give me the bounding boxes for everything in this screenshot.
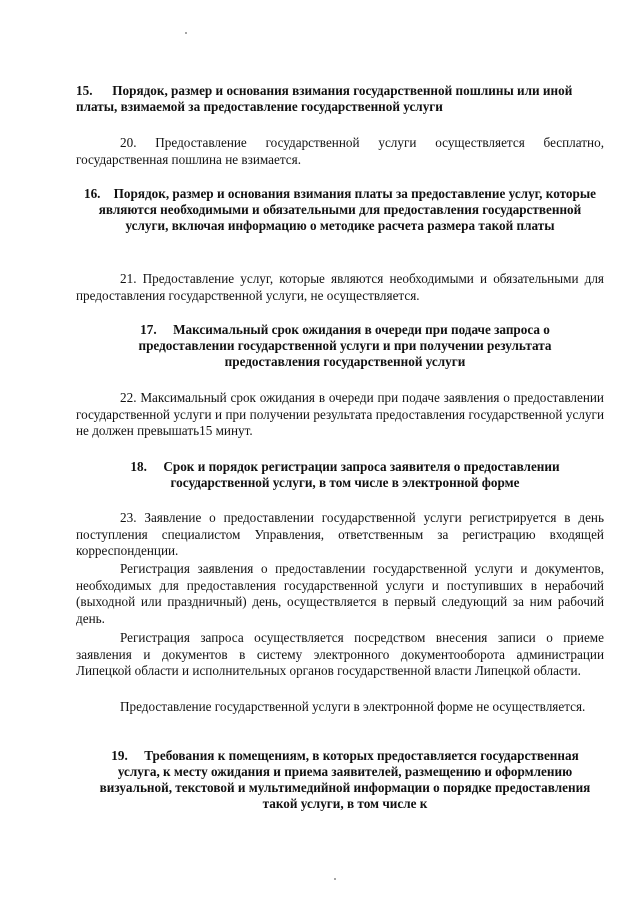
section-18-title: Срок и порядок регистрации запроса заявителя о предоставлении государственной услуги, в том числе в электронной форме — [163, 459, 560, 490]
section-19-title: Требования к помещениям, в которых предоставляется государственная услуга, к месту ожидания и приема заявителей, размещению и оформлению визуальной, текстовой и мультимедийной информации о порядке предоставления такой услуги, в том числе к — [99, 748, 591, 811]
section-16-number: 16. — [83, 186, 101, 201]
section-17-heading — [96, 322, 594, 370]
section-17-title: Максимальный срок ожидания в очереди при подаче запроса о предоставлении государственной услуги и при получении результата предоставления государственной услуги — [138, 322, 552, 369]
section-15-title: Порядок, размер и основания взимания государственной пошлины или иной платы, взимаемой за предоставление государственной услуги — [76, 83, 573, 114]
section-18-heading — [96, 459, 594, 491]
section-19-heading — [96, 748, 594, 812]
section-17-paragraph-1: 22. Максимальный срок ожидания в очереди при подаче заявления о предоставлении государственной услуги и при получении результата предоставления государственной услуги не должен превышать15 минут. — [76, 390, 604, 439]
section-18-number: 18. — [130, 459, 147, 474]
scan-speck — [334, 878, 336, 880]
section-15-number: 15. — [76, 83, 93, 98]
section-18-paragraph-1: 23. Заявление о предоставлении государственной услуги регистрируется в день поступления специалистом Управления, ответственным за регистрацию входящей корреспонденции. — [76, 510, 604, 559]
section-18-paragraph-2: Регистрация заявления о предоставлении государственной услуги и документов, необходимых для предоставления государственной услуги и поступивших в нерабочий (выходной или праздничный) день, осуществляется в первый следующий за ним рабочий день. — [76, 561, 604, 626]
section-17-number: 17. — [140, 322, 157, 337]
section-16-paragraph-1: 21. Предоставление услуг, которые являются необходимыми и обязательными для предоставления государственной услуги, не осуществляется. — [76, 271, 604, 303]
section-16-title: Порядок, размер и основания взимания платы за предоставление услуг, которые являются необходимыми и обязательными для предоставления государственной услуги, включая информацию о методике расчета размера такой платы — [98, 186, 596, 233]
section-15-paragraph-1: 20. Предоставление государственной услуги осуществляется бесплатно, государственная пошлина не взимается. — [76, 135, 604, 167]
section-19-number: 19. — [111, 748, 128, 763]
scan-speck — [185, 32, 187, 34]
section-16-heading — [76, 186, 604, 234]
section-15-heading — [76, 83, 604, 115]
section-18-paragraph-3: Регистрация запроса осуществляется посредством внесения записи о приеме заявления и документов в систему электронного документооборота администрации Липецкой области и исполнительных органов государственной власти Липецкой области. — [76, 630, 604, 679]
section-18-paragraph-4: Предоставление государственной услуги в электронной форме не осуществляется. — [120, 699, 586, 714]
